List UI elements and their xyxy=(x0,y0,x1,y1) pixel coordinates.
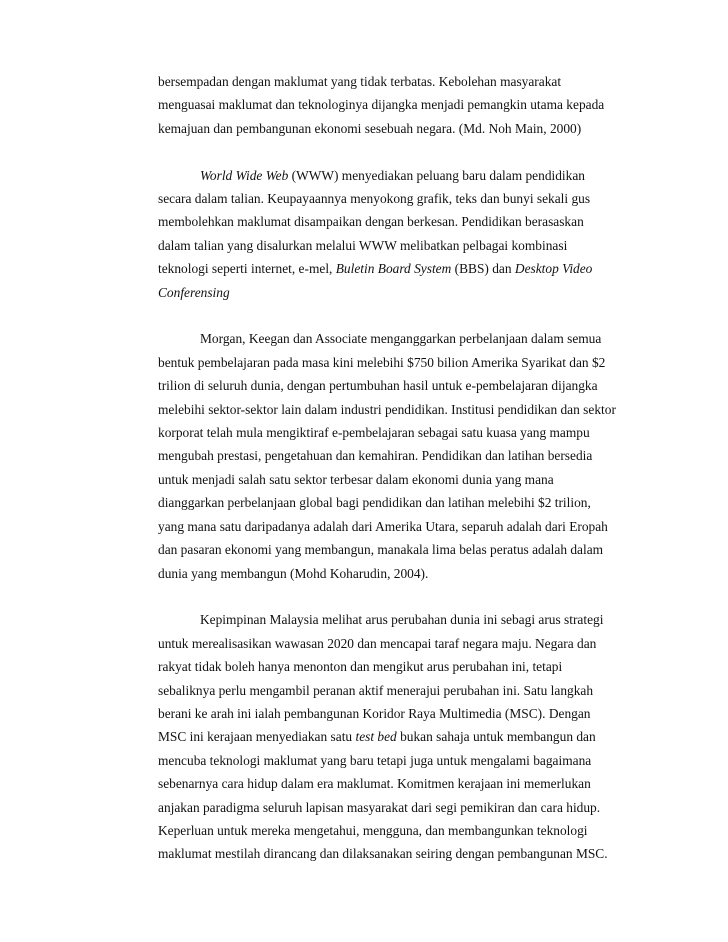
paragraph-1 xyxy=(158,70,608,140)
text-line: yang mana satu daripadanya adalah dari Amerika Utara, separuh adalah dari Eropah xyxy=(158,518,608,534)
text-line: bentuk pembelajaran pada masa kini melebihi $750 bilion Amerika Syarikat dan $2 xyxy=(158,354,606,370)
italic-term: Desktop Video xyxy=(514,261,593,277)
text-line: melebihi sektor-sektor lain dalam industri pendidikan. Institusi pendidikan dan sektor xyxy=(158,401,616,417)
paragraph-4 xyxy=(158,608,608,865)
text-line: dan pasaran ekonomi yang membangun, manakala lima belas peratus adalah dalam xyxy=(158,542,604,558)
paragraph-3 xyxy=(158,327,616,584)
text-line: membolehkan maklumat disampaikan dengan berkesan. Pendidikan berasaskan xyxy=(158,214,584,230)
text-line: trilion di seluruh dunia, dengan pertumbuhan hasil untuk e-pembelajaran dijangka xyxy=(158,378,598,394)
text-line xyxy=(158,725,608,748)
text-line: berani ke arah ini ialah pembangunan Koridor Raya Multimedia (MSC). Dengan xyxy=(158,705,591,721)
text-line: secara dalam talian. Keupayaannya menyokong grafik, teks dan bunyi sekali gus xyxy=(158,191,591,207)
text-line: korporat telah mula mengiktiraf e-pembelajaran sebagai satu kuasa yang mampu xyxy=(158,425,590,441)
text-line: untuk menjadi salah satu sektor terbesar dalam ekonomi dunia yang mana xyxy=(158,471,554,487)
text-line: bersempadan dengan maklumat yang tidak terbatas. Kebolehan masyarakat xyxy=(158,74,562,89)
italic-term: World Wide Web xyxy=(200,167,289,183)
text-line: mencuba teknologi maklumat yang baru tetapi juga untuk mengalami bagaimana xyxy=(158,752,592,768)
text-line: sebaliknya perlu mengambil peranan aktif menerajui perubahan ini. Satu langkah xyxy=(158,682,594,698)
text-line: Kepimpinan Malaysia melihat arus perubahan dunia ini sebagi arus strategi xyxy=(200,612,604,628)
body-text xyxy=(158,70,616,866)
text-line: mengubah prestasi, pengetahuan dan kemahiran. Pendidikan dan latihan bersedia xyxy=(158,448,593,464)
text-line: dunia yang membangun (Mohd Koharudin, 2004). xyxy=(158,565,429,581)
text-line: anjakan paradigma seluruh lapisan masyarakat dari segi pemikiran dan cara hidup. xyxy=(158,799,601,815)
text-line: untuk merealisasikan wawasan 2020 dan mencapai taraf negara maju. Negara dan xyxy=(158,635,597,651)
text-span: teknologi seperti internet, e-mel, xyxy=(158,261,336,277)
italic-term: test bed xyxy=(355,729,397,745)
text-span: (WWW) menyediakan peluang baru dalam pendidikan xyxy=(288,167,585,183)
text-line: dianggarkan perbelanjaan global bagi pendidikan dan latihan melebihi $2 trilion, xyxy=(158,495,591,511)
italic-term: Conferensing xyxy=(158,284,230,300)
text-span: bukan sahaja untuk membangun dan xyxy=(396,729,596,745)
italic-term: Buletin Board System xyxy=(335,261,452,277)
text-line xyxy=(158,164,608,187)
text-line: dalam talian yang disalurkan melalui WWW melibatkan pelbagai kombinasi xyxy=(158,237,568,253)
text-line xyxy=(158,281,608,304)
text-span: (BBS) dan xyxy=(451,261,515,277)
text-line: sebenarnya cara hidup dalam era maklumat. Komitmen kerajaan ini memerlukan xyxy=(158,776,591,792)
text-line: maklumat mestilah dirancang dan dilaksanakan seiring dengan pembangunan MSC. xyxy=(158,846,608,862)
text-line: rakyat tidak boleh hanya menonton dan mengikut arus perubahan ini, tetapi xyxy=(158,659,563,675)
text-line: kemajuan dan pembangunan ekonomi sesebuah negara. (Md. Noh Main, 2000) xyxy=(158,120,582,136)
text-line: menguasai maklumat dan teknologinya dijangka menjadi pemangkin utama kepada xyxy=(158,97,605,113)
text-line: Keperluan untuk mereka mengetahui, mengguna, dan membangunkan teknologi xyxy=(158,822,588,838)
paragraph-2 xyxy=(158,164,608,304)
text-line xyxy=(158,257,608,280)
text-line: Morgan, Keegan dan Associate menganggarkan perbelanjaan dalam semua xyxy=(200,331,602,347)
text-span: MSC ini kerajaan menyediakan satu xyxy=(158,729,356,745)
